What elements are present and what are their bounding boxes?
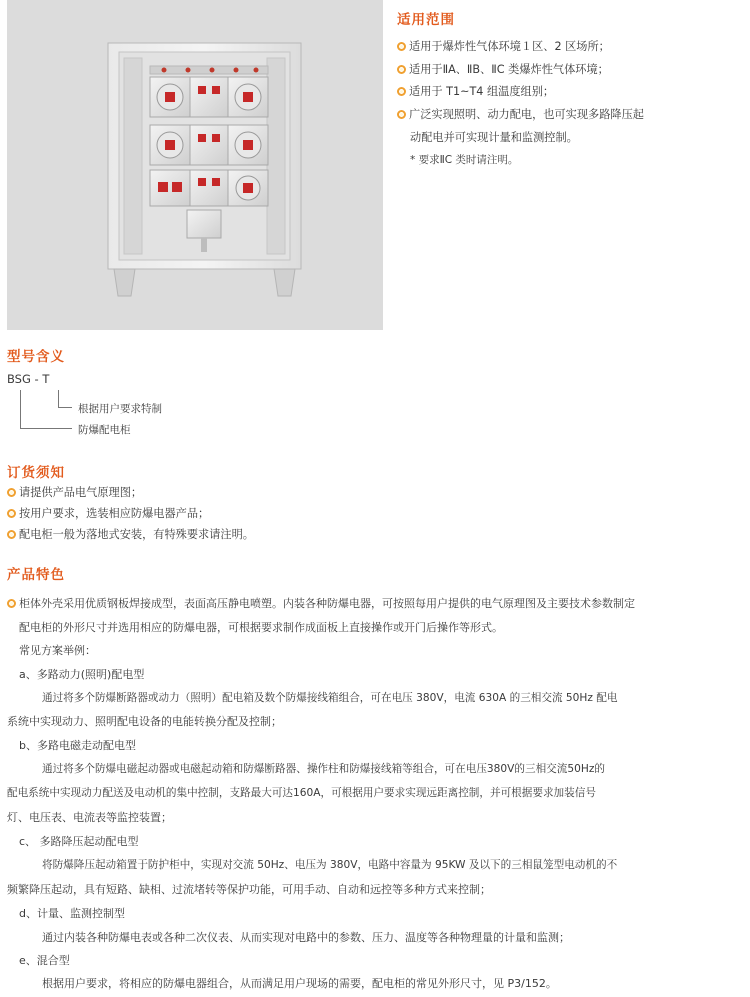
tree-branch-bsg xyxy=(20,428,72,429)
ordering-item-3: 配电柜一般为落地式安装，有特殊要求请注明。 xyxy=(7,529,254,540)
type-a-title: a、多路动力(照明)配电型 xyxy=(19,668,145,681)
bullet-icon xyxy=(7,530,16,539)
scope-item-4-cont: 动配电并可实现计量和监测控制。 xyxy=(410,131,578,144)
model-part-bsg: 防爆配电柜 xyxy=(78,424,131,436)
scope-item-2: 适用于ⅡA、ⅡB、ⅡC 类爆炸性气体环境； xyxy=(397,64,609,75)
features-heading: 产品特色 xyxy=(7,567,65,583)
bullet-icon xyxy=(7,488,16,497)
tree-line-t xyxy=(58,390,59,407)
type-d-desc-1: 通过内装各种防爆电表或各种二次仪表、从而实现对电路中的参数、压力、温度等各种物理量的计量和监测； xyxy=(42,931,570,944)
type-e-title: e、混合型 xyxy=(19,954,70,967)
bullet-icon xyxy=(397,42,406,51)
bullet-icon xyxy=(397,87,406,96)
type-c-title: c、 多路降压起动配电型 xyxy=(19,835,139,848)
bullet-icon xyxy=(397,65,406,74)
product-photo xyxy=(7,0,383,330)
ordering-heading: 订货须知 xyxy=(7,465,65,481)
scope-item-4: 广泛实现照明、动力配电，也可实现多路降压起 xyxy=(397,109,644,120)
bullet-icon xyxy=(7,509,16,518)
model-code: BSG - T xyxy=(7,372,50,386)
ordering-item-2: 按用户要求，选装相应防爆电器产品； xyxy=(7,508,209,519)
type-d-title: d、计量、监测控制型 xyxy=(19,907,125,920)
type-b-title: b、多路电磁走动配电型 xyxy=(19,739,136,752)
type-b-desc-3: 灯、电压表、电流表等监控装置； xyxy=(7,811,172,824)
model-part-t: 根据用户要求特制 xyxy=(78,403,162,415)
type-a-desc-1: 通过将多个防爆断路器或动力（照明）配电箱及数个防爆接线箱组合，可在电压 380V，电流 630A 的三相交流 50Hz 配电 xyxy=(42,692,618,704)
scope-item-3: 适用于 T1~T4 组温度组别； xyxy=(397,86,554,97)
type-b-desc-1: 通过将多个防爆电磁起动器或电磁起动箱和防爆断路器、操作柱和防爆接线箱等组合，可在电压380V的三相交流50Hz的 xyxy=(42,763,605,775)
type-a-desc-2: 系统中实现动力、照明配电设备的电能转换分配及控制； xyxy=(7,715,282,728)
bullet-icon xyxy=(397,110,406,119)
bullet-icon xyxy=(7,599,16,608)
type-c-desc-1: 将防爆降压起动箱置于防护柜中，实现对交流 50Hz、电压为 380V，电路中容量为 95KW 及以下的三相鼠笼型电动机的不 xyxy=(42,859,618,871)
model-heading: 型号含义 xyxy=(7,349,65,365)
features-examples-label: 常见方案举例： xyxy=(19,644,96,657)
scope-item-1: 适用于爆炸性气体环境１区、2 区场所； xyxy=(397,41,610,52)
scope-heading: 适用范围 xyxy=(397,12,455,28)
type-b-desc-2: 配电系统中实现动力配送及电动机的集中控制，支路最大可达160A，可根据用户要求实现远距离控制，并可根据要求加装信号 xyxy=(7,787,596,799)
features-intro-1: 柜体外壳采用优质钢板焊接成型，表面高压静电喷塑。内装各种防爆电器，可按照每用户提供的电气原理图及主要技术参数制定 xyxy=(7,598,635,609)
scope-note: * 要求ⅡC 类时请注明。 xyxy=(410,154,519,166)
tree-line-bsg xyxy=(20,390,21,428)
ordering-item-1: 请提供产品电气原理图； xyxy=(7,487,142,498)
type-c-desc-2: 频繁降压起动，具有短路、缺相、过流堵转等保护功能，可用手动、自动和远控等多种方式来控制； xyxy=(7,883,491,896)
features-intro-2: 配电柜的外形尺寸并选用相应的防爆电器，可根据要求制作成面板上直接操作或开门后操作等形式。 xyxy=(19,621,503,634)
type-e-desc-1: 根据用户要求，将相应的防爆电器组合，从而满足用户现场的需要，配电柜的常见外形尺寸，见 P3/152。 xyxy=(42,977,557,990)
tree-branch-t xyxy=(58,407,72,408)
